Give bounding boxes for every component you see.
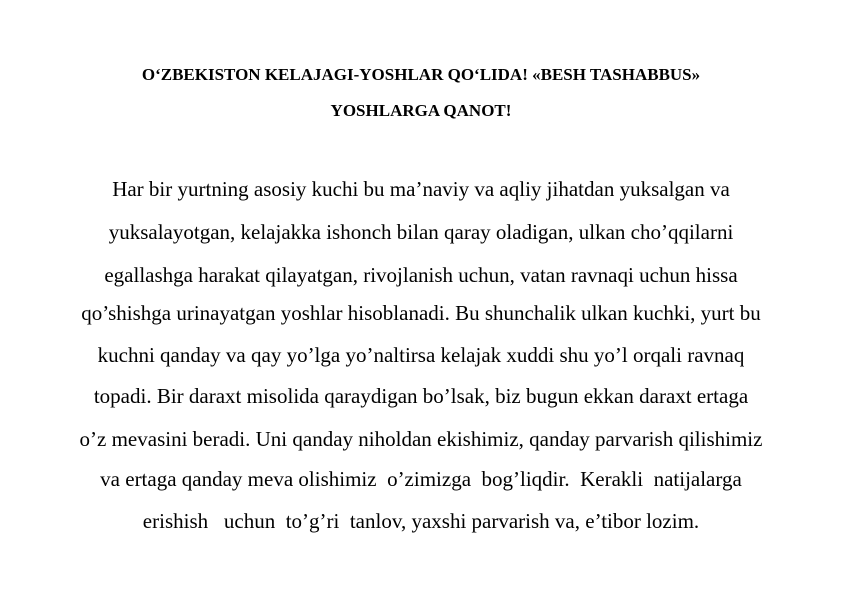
paragraph-line: egallashga harakat qilayatgan, rivojlanish uchun, vatan ravnaqi uchun hissa: [104, 263, 738, 287]
paragraph-line: kuchni qanday va qay yo’lga yo’naltirsa kelajak xuddi shu yo’l orqali ravnaq: [97, 343, 745, 367]
document-title-line-1: O‘ZBEKISTON KELAJAGI-YOSHLAR QO‘LIDA! «BESH TASHABBUS»: [141, 65, 701, 84]
paragraph-line: erishish uchun to’g’ri tanlov, yaxshi parvarish va, e’tibor lozim.: [142, 509, 700, 533]
paragraph-line: topadi. Bir daraxt misolida qaraydigan bo’lsak, biz bugun ekkan daraxt ertaga: [93, 384, 749, 408]
paragraph-line: va ertaga qanday meva olishimiz o’zimizga bog’liqdir. Kerakli natijalarga: [100, 467, 742, 491]
paragraph-line: o’z mevasini beradi. Uni qanday niholdan ekishimiz, qanday parvarish qilishimiz: [79, 427, 763, 451]
document-title-line-2: YOSHLARGA QANOT!: [330, 101, 512, 120]
paragraph-line: Har bir yurtning asosiy kuchi bu ma’naviy va aqliy jihatdan yuksalgan va: [112, 177, 730, 201]
paragraph-line: yuksalayotgan, kelajakka ishonch bilan qaray oladigan, ulkan cho’qqilarni: [108, 220, 734, 244]
paragraph-line: qo’shishga urinayatgan yoshlar hisoblanadi. Bu shunchalik ulkan kuchki, yurt bu: [81, 301, 761, 325]
